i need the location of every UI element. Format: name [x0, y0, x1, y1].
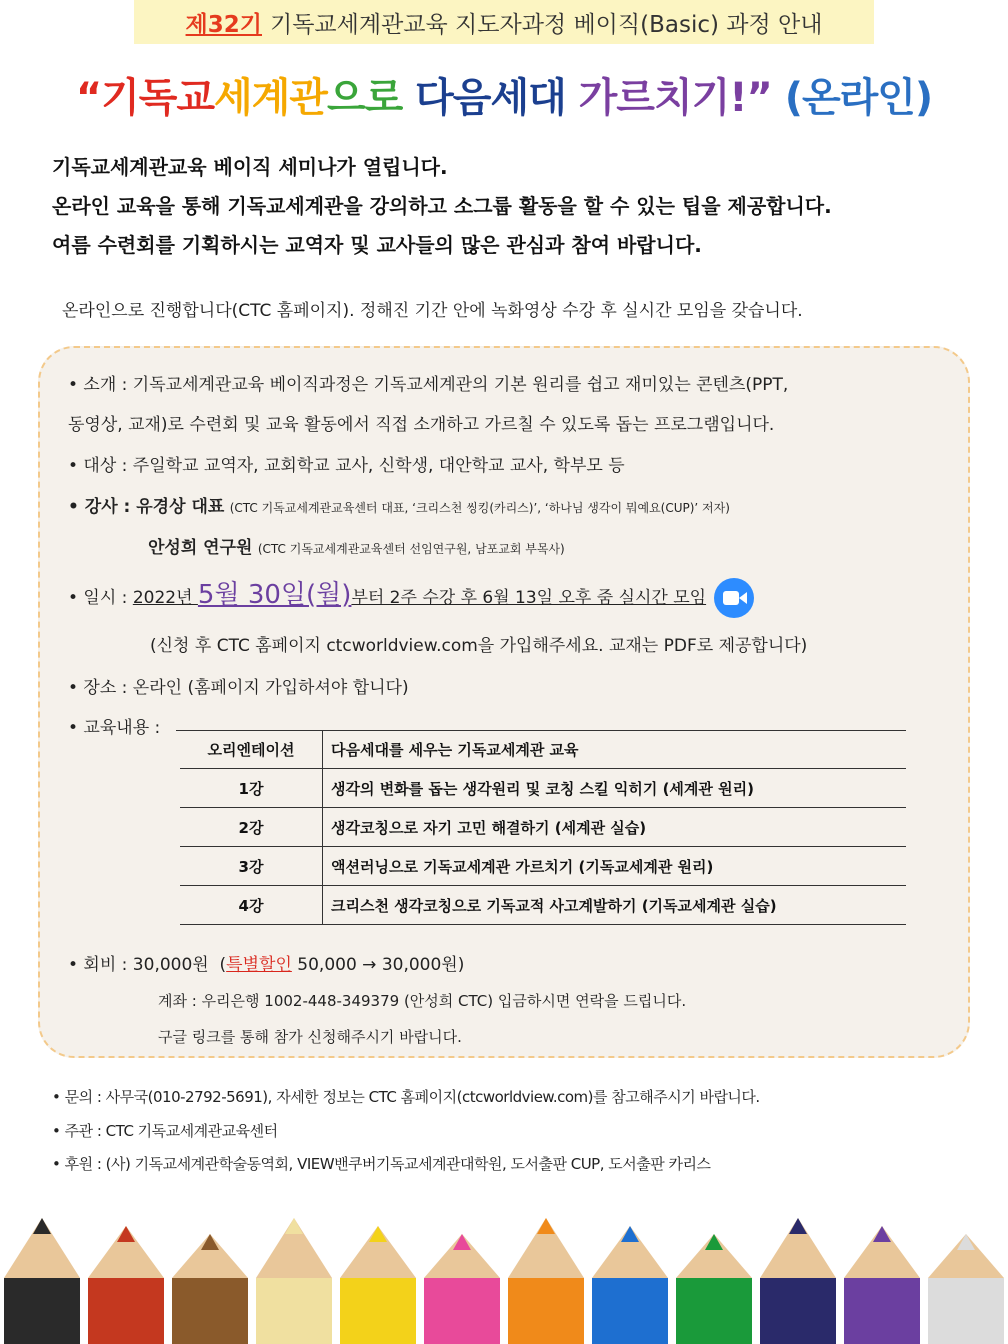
pencil — [340, 1226, 416, 1344]
date-big: 5월 30일(월) — [197, 580, 352, 610]
pencil — [844, 1226, 920, 1344]
pencil — [676, 1234, 752, 1344]
online-note: 온라인으로 진행합니다(CTC 홈페이지). 정해진 기간 안에 녹화영상 수강 후 실시간 모임을 갖습니다. — [62, 301, 803, 321]
main-title — [0, 66, 1008, 123]
table-row — [180, 730, 906, 769]
contact-line: • 문의 : 사무국(010-2792-5691), 자세한 정보는 CTC 홈페이지(ctcworldview.com)를 참고해주시기 바랍니다. — [52, 1088, 760, 1106]
header-banner — [134, 0, 874, 44]
fee-detail: 50,000 → 30,000원) — [297, 955, 465, 975]
course-no: 4강 — [180, 886, 323, 925]
target-line: • 대상 : 주일학교 교역자, 교회학교 교사, 신학생, 대안학교 교사, 학부모 등 — [68, 456, 625, 476]
date-note: (신청 후 CTC 홈페이지 ctcworldview.com을 가입해주세요. 교재는 PDF로 제공합니다) — [150, 636, 808, 656]
pencil — [508, 1218, 584, 1344]
pencils-image — [0, 1178, 1008, 1344]
pencil — [424, 1234, 500, 1344]
table-row — [180, 886, 906, 925]
title-part: 다음세대 — [402, 75, 566, 121]
google-line: 구글 링크를 통해 참가 신청해주시기 바랍니다. — [158, 1028, 462, 1046]
intro-text — [52, 148, 992, 265]
pencil — [4, 1218, 80, 1344]
sponsor-line: • 후원 : (사) 기독교세계관학술동역회, VIEW밴쿠버기독교세계관대학원, 도서출판 CUP, 도서출판 카리스 — [52, 1155, 711, 1173]
course-title: 생각코칭으로 자기 고민 해결하기 (세계관 실습) — [323, 808, 907, 847]
title-part: 으로 — [326, 75, 403, 121]
title-part: 가르치기!” — [565, 75, 772, 121]
header-text: 기독교세계관교육 지도자과정 베이직(Basic) 과정 안내 — [270, 11, 823, 38]
pencil — [928, 1234, 1004, 1344]
place-line: • 장소 : 온라인 (홈페이지 가입하셔야 합니다) — [68, 678, 409, 698]
title-part: 세계관 — [214, 75, 327, 121]
title-part: “기독교 — [75, 75, 215, 121]
date-year: 2022년 — [132, 588, 198, 608]
table-row — [180, 808, 906, 847]
lecturer1-note: (CTC 기독교세계관교육센터 대표, ‘크리스천 씽킹(카리스)’, ‘하나님 생각이 뭐예요(CUP)’ 저자) — [229, 501, 730, 515]
date-line — [68, 574, 754, 618]
intro-line: 여름 수련회를 기획하시는 교역자 및 교사들의 많은 관심과 참여 바랍니다. — [52, 233, 702, 257]
course-no: 1강 — [180, 769, 323, 808]
course-title: 다음세대를 세우는 기독교세계관 교육 — [323, 730, 907, 769]
course-title: 크리스천 생각코칭으로 기독교적 사고계발하기 (기독교세계관 실습) — [323, 886, 907, 925]
pencil — [592, 1226, 668, 1344]
pencil — [256, 1218, 332, 1344]
lecturer1-line — [68, 492, 730, 517]
intro-line1: • 소개 : 기독교세계관교육 베이직과정은 기독교세계관의 기본 원리를 쉽고 재미있는 콘텐츠(PPT, — [68, 375, 789, 395]
course-table — [180, 730, 906, 925]
lecturer2-note: (CTC 기독교세계관교육센터 선임연구원, 남포교회 부목사) — [257, 542, 565, 556]
host-line: • 주관 : CTC 기독교세계관교육센터 — [52, 1122, 278, 1140]
account-line: 계좌 : 우리은행 1002-448-349379 (안성희 CTC) 입금하시면 연락을 드립니다. — [158, 992, 687, 1010]
lecturer2-label: 안성희 연구원 — [148, 538, 253, 558]
fee-line: • 회비 : 30,000원 (특별할인 50,000 → 30,000원) — [68, 955, 465, 975]
fee-special: 특별할인 — [226, 955, 292, 975]
intro-line2: 동영상, 교재)로 수련회 및 교육 활동에서 직접 소개하고 가르칠 수 있도록 돕는 프로그램입니다. — [68, 415, 775, 435]
date-rest: 부터 2주 수강 후 6월 13일 오후 줌 실시간 모임 — [351, 588, 707, 608]
table-row — [180, 847, 906, 886]
course-no: 오리엔테이션 — [180, 730, 323, 769]
lecturer1-label: • 강사 : 유경상 대표 — [68, 497, 225, 517]
course-title: 액션러닝으로 기독교세계관 가르치기 (기독교세계관 원리) — [323, 847, 907, 886]
generation-label: 제32기 — [185, 11, 262, 38]
intro-line: 온라인 교육을 통해 기독교세계관을 강의하고 소그룹 활동을 할 수 있는 팁을 제공합니다. — [52, 194, 832, 218]
title-part: (온라인) — [771, 75, 933, 121]
pencil — [760, 1218, 836, 1344]
course-title: 생각의 변화를 돕는 생각원리 및 코칭 스킬 익히기 (세계관 원리) — [323, 769, 907, 808]
table-row — [180, 769, 906, 808]
date-label: • 일시 : — [68, 588, 133, 608]
course-no: 3강 — [180, 847, 323, 886]
fee-label: • 회비 : 30,000원 — [68, 955, 209, 975]
content-label: • 교육내용 : — [68, 718, 161, 738]
course-no: 2강 — [180, 808, 323, 847]
zoom-icon — [714, 578, 754, 618]
pencil — [88, 1226, 164, 1344]
pencil — [172, 1234, 248, 1344]
lecturer2-line — [148, 533, 565, 558]
intro-line: 기독교세계관교육 베이직 세미나가 열립니다. — [52, 155, 448, 179]
